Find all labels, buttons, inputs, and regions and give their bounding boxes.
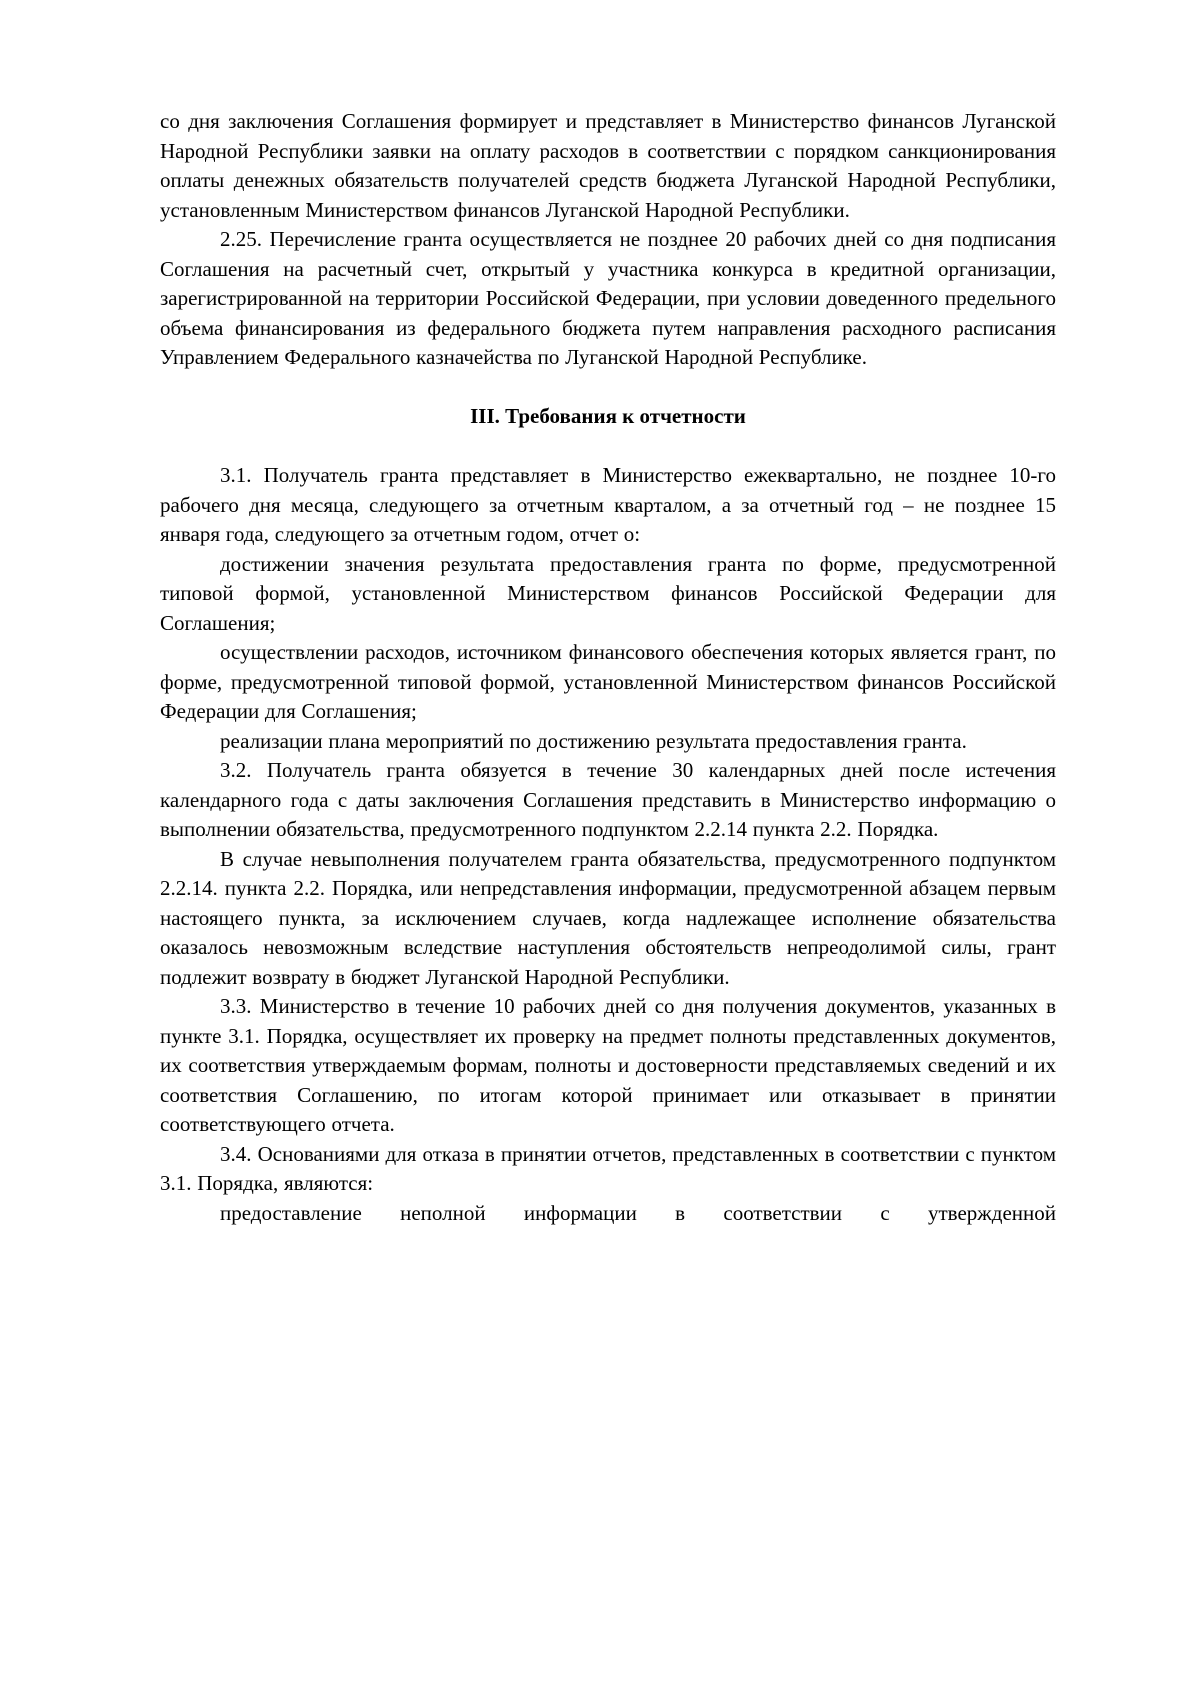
paragraph-report-item-3: реализации плана мероприятий по достижению результата предоставления гранта. — [220, 728, 967, 753]
section-heading: III. Требования к отчетности — [470, 404, 746, 428]
paragraph-3-1: 3.1. Получатель гранта представляет в Министерство ежеквартально, не позднее 10-го рабочего дня месяца, следующего за отчетным кварталом, а за отчетный год – не позднее 15 января года, следующего за отчетным годом, отчет о: — [160, 463, 1056, 546]
paragraph-3-2: 3.2. Получатель гранта обязуется в течение 30 календарных дней после истечения календарного года с даты заключения Соглашения представить в Министерство информацию о выполнении обязательства, предусмотренного подпунктом 2.2.14 пункта 2.2. Порядка. — [160, 758, 1056, 841]
paragraph-3-2-continuation: В случае невыполнения получателем гранта обязательства, предусмотренного подпунктом 2.2.14. пункта 2.2. Порядка, или непредставления информации, предусмотренной абзацем первым настоящего пункта, за исключением случаев, когда надлежащее исполнение обязательства оказалось невозможным вследствие наступления обстоятельств непреодолимой силы, грант подлежит возврату в бюджет Луганской Народной Республики. — [160, 846, 1056, 989]
paragraph-3-3: 3.3. Министерство в течение 10 рабочих дней со дня получения документов, указанных в пункте 3.1. Порядка, осуществляет их проверку на предмет полноты представленных документов, их соответствия утверждаемым формам, полноты и достоверности представляемых сведений и их соответствия Соглашению, по итогам которой принимает или отказывает в принятии соответствующего отчета. — [160, 994, 1056, 1136]
paragraph-2-25: 2.25. Перечисление гранта осуществляется не позднее 20 рабочих дней со дня подписания Соглашения на расчетный счет, открытый у участника конкурса в кредитной организации, зарегистрированной на территории Российской Федерации, при условии доведенного предельного объема финансирования из федерального бюджета путем направления расходного расписания Управлением Федерального казначейства по Луганской Народной Республике. — [160, 227, 1056, 369]
paragraph-3-4-item-truncated: предоставление неполной информации в соответствии с утвержденной — [220, 1200, 1056, 1225]
paragraph-carryover: со дня заключения Соглашения формирует и представляет в Министерство финансов Луганской Народной Республики заявки на оплату расходов в соответствии с порядком санкционирования оплаты денежных обязательств получателей средств бюджета Луганской Народной Республики, установленным Министерством финансов Луганской Народной Республики. — [160, 109, 1056, 222]
paragraph-3-4: 3.4. Основаниями для отказа в принятии отчетов, представленных в соответствии с пунктом 3.1. Порядка, являются: — [160, 1141, 1056, 1195]
paragraph-report-item-2: осуществлении расходов, источником финансового обеспечения которых является грант, по форме, предусмотренной типовой формой, установленной Министерством финансов Российской Федерации для Соглашения; — [160, 640, 1056, 723]
paragraph-report-item-1: достижении значения результата предоставления гранта по форме, предусмотренной типовой формой, установленной Министерством финансов Российской Федерации для Соглашения; — [160, 551, 1056, 635]
